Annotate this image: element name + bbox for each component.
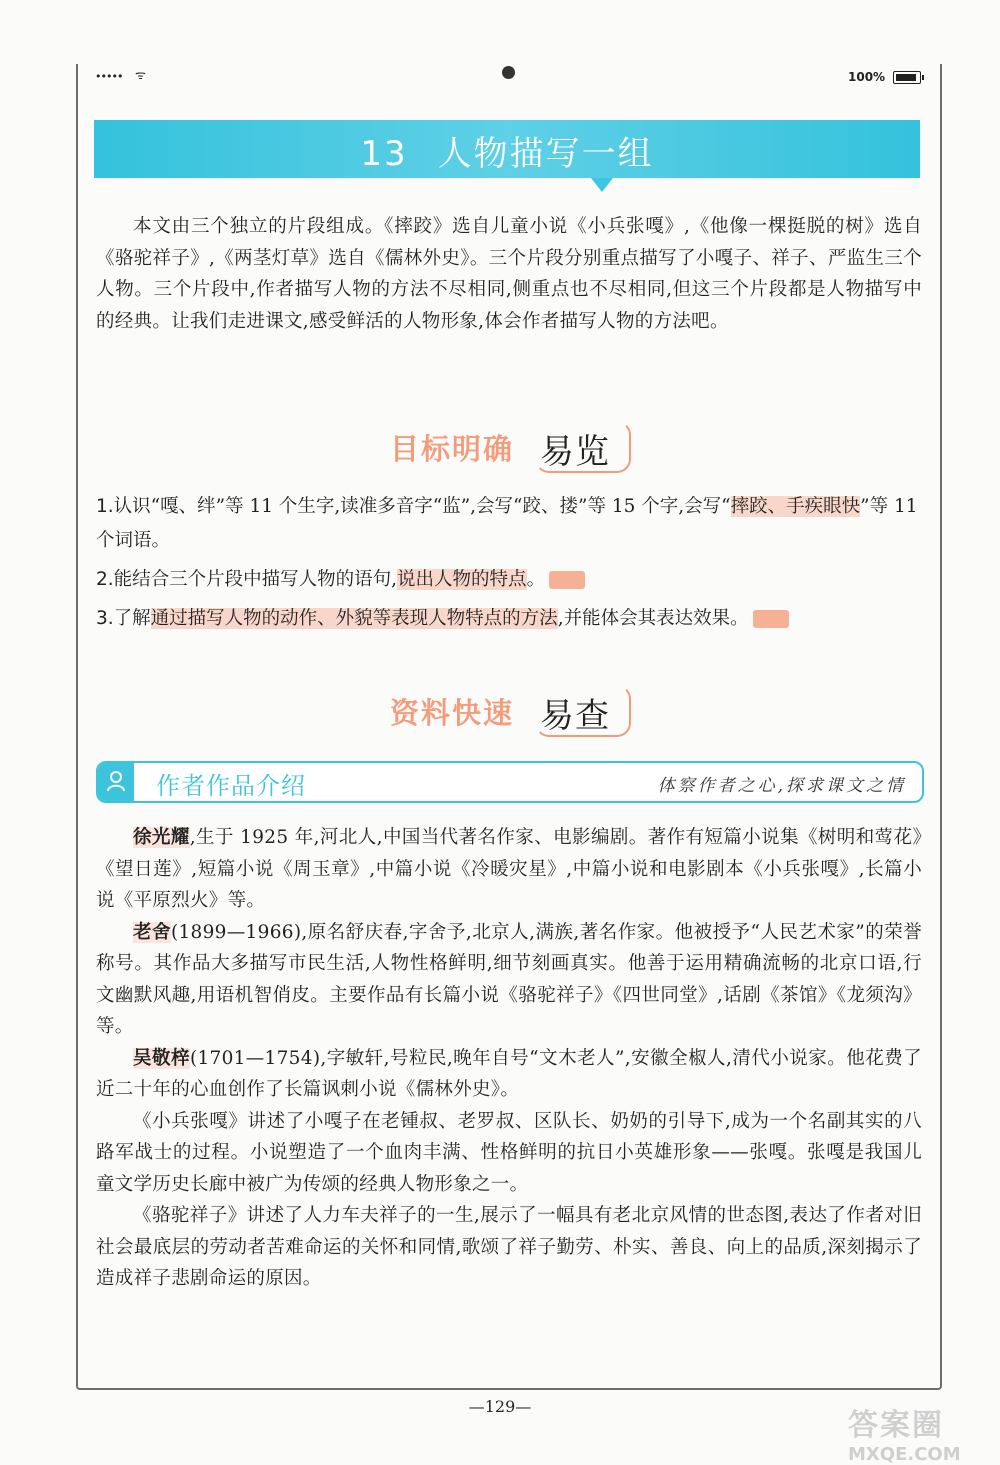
goal-number: 1.: [96, 496, 114, 517]
section-goals-heading: [390, 421, 640, 471]
intro-paragraph: 本文由三个独立的片段组成。《摔跤》选自儿童小说《小兵张嘎》,《他像一棵挺脱的树》选自《骆驼祥子》,《两茎灯草》选自《儒林外史》。三个片段分别重点描写了小嘎子、祥子、严监生三个人物。三个片段中,作者描写人物的方法不尽相同,侧重点也不尽相同,但这三个片段都是人物描写中的经典。让我们走进课文,感受鲜活的人物形象,体会作者描写人物的方法吧。: [96, 216, 922, 332]
section-materials-trail: 易查: [540, 696, 610, 736]
goal-text-end: ”等 11 个词语。: [96, 496, 918, 551]
goal-number: 2.: [96, 569, 114, 590]
section-materials-heading: [390, 685, 640, 735]
paragraph-text: 《小兵张嘎》讲述了小嘎子在老锺叔、老罗叔、区队长、奶奶的引导下,成为一个名副其实的八路军战士的过程。小说塑造了一个血肉丰满、性格鲜明的抗日小英雄形象——张嘎。张嘎是我国儿童文学历史长廊中被广为传颂的经典人物形象之一。: [96, 1110, 922, 1195]
camera-icon: [502, 66, 515, 79]
goal-text: 了解: [113, 608, 151, 629]
paragraph-zhangga: [96, 1106, 922, 1201]
paragraph-text: (1701—1754),字敏轩,号粒民,晚年自号“文木老人”,安徽全椒人,清代小说家。他花费了近二十年的心血创作了长篇讽刺小说《儒林外史》。: [96, 1047, 922, 1100]
author-intro-label: 作者作品介绍: [156, 772, 306, 800]
battery-percent: 100%: [848, 70, 886, 84]
lesson-number: 13: [360, 134, 408, 174]
goal-text: 能结合三个片段中描写人物的语句,: [113, 569, 398, 590]
goal-item-3: [96, 602, 926, 636]
goal-text-end: 。: [526, 569, 546, 590]
paragraph-text: ,生于 1925 年,河北人,中国当代著名作家、电影编剧。著作有短篇小说集《树明和莺花》《望日莲》,短篇小说《周玉章》,中篇小说《冷暖灾星》,中篇小说和电影剧本《小兵张嘎》,长篇小说《平原烈火》等。: [96, 827, 922, 911]
person-icon: [107, 770, 125, 792]
section-goals-trail: 易览: [540, 432, 610, 472]
paragraph-text: (1899—1966),原名舒庆春,字舍予,北京人,满族,著名作家。他被授予“人民艺术家”的荣誉称号。其作品大多描写市民生活,人物性格鲜明,细节刻画真实。他善于运用精确流畅的北京口语,行文幽默风趣,用语机智俏皮。主要作品有长篇小说《骆驼祥子》《四世同堂》,话剧《茶馆》《龙须沟》等。: [96, 921, 922, 1037]
goal-highlight: 通过描写人物的动作、外貌等表现人物特点的方法: [150, 608, 558, 629]
goal-highlight: 摔跤、手疾眼快: [730, 496, 861, 517]
goal-item-1: [96, 490, 926, 558]
watermark-line2: MXQE.COM: [848, 1444, 961, 1465]
paragraph-xu: [96, 822, 922, 917]
paragraph-text: 《骆驼祥子》讲述了人力车夫祥子的一生,展示了一幅具有老北京风情的世态图,表达了作者对旧社会最底层的劳动者苦难命运的关怀和同情,歌颂了祥子勤劳、朴实、善良、向上的品质,深刻揭示了造成祥子悲剧命运的原因。: [96, 1205, 922, 1289]
goal-tag: [549, 571, 585, 589]
author-intro-bar: [96, 761, 924, 803]
goal-text: 认识“嘎、绊”等 11 个生字,读准多音字“监”,会写“跤、搂”等 15 个字,会写“: [113, 496, 731, 517]
page-number: —129—: [468, 1397, 532, 1416]
author-name: 老舍: [133, 921, 171, 943]
lesson-title-banner: [94, 120, 920, 178]
lesson-title-text: 人物描写一组: [437, 134, 654, 174]
goal-highlight: 说出人物的特点: [397, 569, 527, 590]
signal-icon: •••••: [95, 70, 123, 83]
wifi-icon: ᯤ: [135, 68, 146, 82]
author-intro-motto: 体察作者之心,探求课文之情: [657, 776, 906, 796]
banner-notch: [591, 178, 613, 192]
goal-tag: [753, 610, 789, 628]
paragraph-lao: [96, 917, 922, 1043]
paragraph-xiangzi: [96, 1200, 922, 1295]
section-materials-lead: 资料快速: [390, 696, 515, 730]
lesson-title: [94, 126, 920, 175]
goal-text-end: ,并能体会其表达效果。: [557, 608, 749, 629]
battery-icon: [893, 71, 921, 84]
goal-number: 3.: [96, 608, 114, 629]
author-icon-box: [98, 763, 134, 801]
section-goals-lead: 目标明确: [390, 432, 515, 466]
watermark-logo: [848, 1400, 988, 1465]
author-name: 徐光耀: [133, 827, 190, 848]
watermark-line1: 答案圈: [848, 1408, 944, 1443]
paragraph-wu: [96, 1043, 922, 1106]
author-name: 吴敬梓: [133, 1047, 190, 1069]
goal-item-2: [96, 563, 926, 597]
author-content: [96, 822, 922, 1295]
